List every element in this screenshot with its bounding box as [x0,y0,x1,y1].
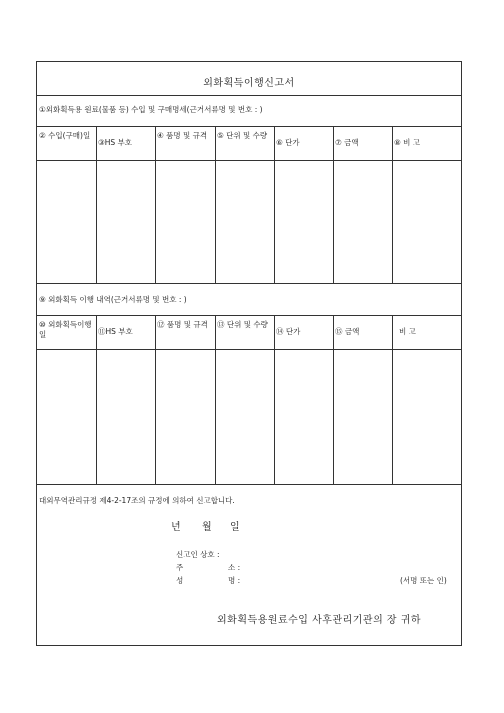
rule-section2-label-bottom [37,315,461,316]
rule-title-bottom [37,95,461,96]
date-day-label: 일 [230,522,241,533]
form-title: 외화획득이행신고서 [203,78,295,89]
col-divider [215,315,216,484]
col-divider [274,315,275,484]
section2-header-date: ⑩ 외화획득이행일 [39,320,92,339]
date-year-label: 년 [171,522,182,533]
col-divider [96,315,97,484]
section1-header-item: ④ 품명 및 규격 [157,131,208,140]
section1-header-date: ② 수입(구매)일 [39,131,91,140]
col-divider [155,315,156,484]
addressee: 외화획득용원료수입 사후관리기관의 장 귀하 [217,615,422,626]
col-divider [215,126,216,283]
rule-section1-body-bottom [37,283,461,284]
col-divider [392,315,393,484]
rule-section2-header-bottom [37,349,461,350]
name-label-b: 명 : [228,576,241,585]
address-label-a: 주 [176,563,184,572]
section1-header-quantity: ⑤ 단위 및 수량 [217,131,268,140]
section1-header-unit-price: ⑥ 단가 [276,138,300,147]
section1-header-hs: ③HS 부호 [98,138,132,147]
section2-header-remarks: 비 고 [399,327,416,336]
section2-header-amount: ⑮ 금액 [335,327,360,336]
section2-label: ⑨ 외화획득 이행 내역(근거서류명 및 번호 : ) [39,295,187,304]
declarant-company-label: 신고인 상호 : [176,550,220,559]
declaration-form [36,61,462,646]
section2-header-quantity: ⑬ 단위 및 수량 [217,320,268,329]
col-divider [333,315,334,484]
col-divider [274,126,275,283]
col-divider [96,126,97,283]
date-month-label: 월 [202,522,213,533]
col-divider [333,126,334,283]
col-divider [392,126,393,283]
declaration-statement: 대외무역관리규정 제4-2-17조의 규정에 의하여 신고합니다. [39,496,235,505]
signature-note: (서명 또는 인) [400,576,447,585]
section1-header-amount: ⑦ 금액 [335,138,359,147]
section1-label: ①외화획득용 원료(물품 등) 수입 및 구매명세(근거서류명 및 번호 : ) [39,105,263,114]
section1-header-remarks: ⑧ 비 고 [394,138,420,147]
section2-header-item: ⑫ 품명 및 규격 [157,320,208,329]
rule-section2-body-bottom [37,484,461,485]
rule-section1-label-bottom [37,126,461,127]
col-divider [155,126,156,283]
rule-section1-header-bottom [37,160,461,161]
address-label-b: 소 : [228,563,241,572]
name-label-a: 성 [176,576,184,585]
section2-header-hs: ⑪HS 부호 [98,327,133,336]
section2-header-unit-price: ⑭ 단가 [276,327,301,336]
